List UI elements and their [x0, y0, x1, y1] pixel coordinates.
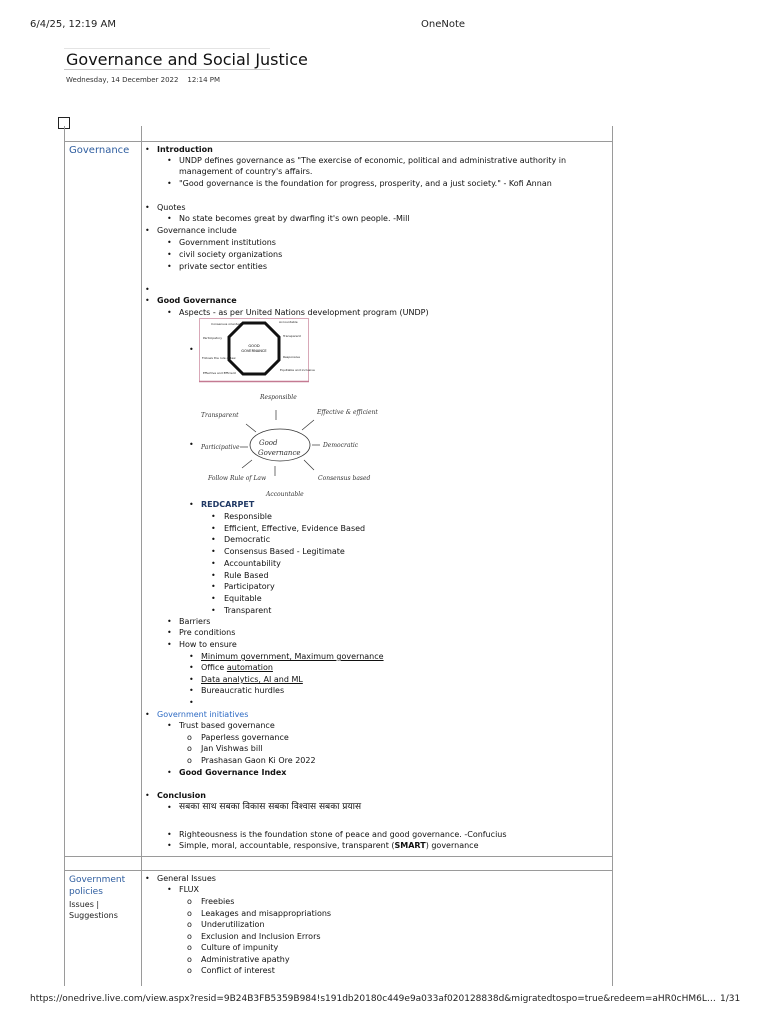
page-date-text: Wednesday, 14 December 2022 [66, 76, 179, 84]
section-sub-line2: Suggestions [69, 911, 118, 920]
section-policies-sub [69, 899, 118, 921]
section-governance[interactable]: Governance [69, 145, 130, 156]
redcarpet-item: Accountability [224, 558, 281, 568]
circle-bullet-icon: o [187, 943, 192, 952]
annan-quote: "Good governance is the foundation for progress, prosperity, and a just society." - Kofi Annan [179, 179, 552, 188]
circle-bullet-icon: o [187, 744, 192, 753]
bullet-icon: • [167, 841, 172, 850]
mill-quote: No state becomes great by dwarfing it's own people. -Mill [179, 214, 410, 223]
print-page-number: 1/31 [720, 994, 741, 1004]
handwritten-governance-sketch [196, 390, 396, 502]
trust-sub-item: Paperless governance [201, 733, 289, 742]
flux-item: Leakages and misappropriations [201, 908, 332, 918]
table-left-border [64, 126, 65, 986]
bullet-icon: • [145, 296, 150, 305]
preconditions-item: Pre conditions [179, 628, 236, 637]
redcarpet-item: Democratic [224, 535, 271, 545]
flux-item: Administrative apathy [201, 954, 290, 964]
smart-pre: Simple, moral, accountable, responsive, transparent ( [179, 841, 395, 850]
include-item: Government institutions [179, 238, 276, 247]
bullet-icon: • [167, 803, 172, 812]
bullet-icon: • [189, 675, 194, 684]
smart-acronym: SMART [394, 841, 426, 850]
page-date [66, 76, 220, 84]
octagon-label: Accountable [279, 320, 298, 324]
bullet-icon: • [211, 547, 216, 557]
octagon-label: Transparent [283, 334, 301, 338]
confucius-quote: Righteousness is the foundation stone of peace and good governance. -Confucius [179, 830, 507, 839]
bullet-icon: • [167, 768, 172, 777]
redcarpet-item: Consensus Based - Legitimate [224, 547, 345, 557]
how-link-min-govt[interactable]: Minimum government, Maximum governance [201, 652, 384, 661]
table-row-line [64, 870, 613, 871]
redcarpet-heading: REDCARPET [201, 500, 255, 509]
section-policies-label: Government policies [69, 875, 126, 897]
octagon-center-line1: GOOD [248, 344, 260, 348]
undp-definition-line2: management of country's affairs. [179, 167, 313, 176]
bullet-icon: • [189, 663, 194, 672]
flux-item: Culture of impunity [201, 943, 279, 952]
how-text: Office [201, 663, 227, 672]
aspects-heading: Aspects - as per United Nations development program (UNDP) [179, 308, 429, 317]
bullet-icon: • [211, 535, 216, 545]
flux-item: Exclusion and Inclusion Errors [201, 931, 321, 941]
octagon-label: Responsive [283, 355, 301, 359]
general-issues-heading: General Issues [157, 874, 216, 883]
octagon-label: Consensus oriented [211, 322, 241, 326]
sketch-label: Participative [201, 444, 240, 451]
how-link-data-analytics[interactable]: Data analytics, AI and ML [201, 675, 303, 684]
bullet-icon: • [211, 605, 216, 615]
print-app-name: OneNote [421, 19, 466, 30]
include-item: civil society organizations [179, 250, 283, 259]
bullet-icon: • [145, 285, 150, 294]
sketch-center-line1: Good [259, 439, 278, 447]
title-top-border [64, 48, 270, 49]
flux-item: Conflict of interest [201, 966, 275, 975]
circle-bullet-icon: o [187, 966, 192, 975]
bullet-icon: • [145, 203, 150, 212]
bullet-icon: • [145, 710, 150, 719]
redcarpet-item: Rule Based [224, 570, 269, 580]
circle-bullet-icon: o [187, 908, 192, 918]
ggi-item: Good Governance Index [179, 768, 287, 777]
flux-item: Underutilization [201, 920, 265, 929]
smart-post: ) governance [425, 841, 479, 850]
flux-heading: FLUX [179, 885, 199, 894]
octagon-label: Equitable and inclusive [280, 368, 315, 372]
bullet-icon: • [189, 686, 194, 695]
bullet-icon: • [167, 250, 172, 259]
bullet-icon: • [145, 145, 150, 154]
bullet-icon: • [167, 885, 172, 894]
bullet-icon: • [189, 345, 194, 354]
trust-based-item: Trust based governance [179, 721, 275, 730]
sketch-label: Consensus based [318, 475, 371, 482]
undp-definition-line1: UNDP defines governance as "The exercise of economic, political and administrative authority in [179, 156, 567, 165]
bullet-icon: • [167, 156, 172, 165]
sketch-label: Responsible [260, 394, 297, 401]
title-underline [64, 69, 270, 70]
bullet-icon: • [211, 523, 216, 533]
barriers-item: Barriers [179, 617, 211, 626]
redcarpet-item: Transparent [224, 605, 272, 615]
page-title[interactable]: Governance and Social Justice [66, 50, 308, 69]
smart-governance-item [179, 841, 479, 851]
circle-bullet-icon: o [187, 954, 192, 964]
intro-heading: Introduction [157, 145, 213, 154]
redcarpet-item: Equitable [224, 593, 262, 603]
page-time-text: 12:14 PM [187, 76, 221, 84]
bullet-icon: • [167, 830, 172, 839]
bullet-icon: • [167, 238, 172, 247]
sketch-label: Accountable [266, 491, 304, 498]
conclusion-heading: Conclusion [157, 791, 206, 800]
octagon-label: Effective and Efficient [203, 371, 236, 375]
bullet-icon: • [145, 791, 150, 800]
circle-bullet-icon: o [187, 931, 192, 941]
how-item-bureaucratic: Bureaucratic hurdles [201, 686, 285, 695]
bullet-icon: • [167, 308, 172, 317]
automation-link[interactable]: automation [226, 663, 273, 672]
bullet-icon: • [167, 617, 172, 626]
redcarpet-item: Responsible [224, 512, 272, 521]
sketch-center-line2: Governance [258, 449, 301, 457]
bullet-icon: • [167, 628, 172, 637]
octagon-label: Follows the rule of law [202, 356, 236, 360]
table-row-line [64, 141, 613, 142]
bullet-icon: • [167, 214, 172, 223]
bullet-icon: • [211, 570, 216, 580]
bullet-icon: • [189, 440, 194, 449]
circle-bullet-icon: o [187, 897, 192, 906]
print-datetime: 6/4/25, 12:19 AM [30, 19, 117, 30]
bullet-icon: • [211, 558, 216, 568]
bullet-icon: • [189, 652, 194, 661]
initiatives-heading: Government initiatives [157, 710, 249, 719]
redcarpet-item: Efficient, Effective, Evidence Based [224, 523, 366, 533]
good-governance-heading: Good Governance [157, 296, 237, 305]
table-row-line [64, 856, 613, 857]
how-to-ensure-item: How to ensure [179, 640, 237, 649]
bullet-icon: • [211, 512, 216, 521]
circle-bullet-icon: o [187, 733, 192, 742]
sketch-label: Effective & efficient [317, 409, 378, 416]
octagon-label: Participatory [203, 336, 223, 340]
print-url[interactable]: https://onedrive.live.com/view.aspx?resid=9B24B3FB5359B984!s191db20180c449e9a033af020128838d&migratedtospo=true&redeem=aHR0cHM6L… [30, 994, 716, 1004]
sketch-label: Democratic [323, 442, 359, 449]
quotes-heading: Quotes [157, 203, 186, 212]
table-column-divider [141, 126, 142, 986]
table-right-border [612, 126, 613, 986]
flux-item: Freebies [201, 897, 235, 906]
bullet-icon: • [145, 874, 150, 883]
bullet-icon: • [167, 179, 172, 188]
bullet-icon: • [211, 582, 216, 592]
sketch-label: Follow Rule of Law [208, 475, 267, 482]
governance-include-heading: Governance include [157, 226, 237, 235]
redcarpet-item: Participatory [224, 582, 275, 592]
circle-bullet-icon: o [187, 756, 192, 765]
bullet-icon: • [167, 640, 172, 649]
bullet-icon: • [211, 593, 216, 603]
trust-sub-item: Jan Vishwas bill [201, 744, 263, 753]
undp-good-governance-diagram [199, 318, 315, 382]
include-item: private sector entities [179, 262, 267, 271]
section-sub-line1: Issues | [69, 900, 100, 909]
section-policies[interactable] [69, 874, 135, 898]
how-item-automation [201, 663, 273, 673]
bullet-icon: • [145, 226, 150, 235]
hindi-slogan: सबका साथ सबका विकास सबका विश्वास सबका प्रयास [179, 802, 362, 812]
bullet-icon: • [189, 698, 194, 707]
trust-sub-item: Prashasan Gaon Ki Ore 2022 [201, 756, 316, 765]
bullet-icon: • [167, 721, 172, 730]
octagon-center-line2: GOVERNANCE [241, 349, 267, 353]
bullet-icon: • [167, 262, 172, 271]
circle-bullet-icon: o [187, 920, 192, 929]
bullet-icon: • [189, 500, 194, 509]
sketch-label: Transparent [201, 412, 239, 419]
